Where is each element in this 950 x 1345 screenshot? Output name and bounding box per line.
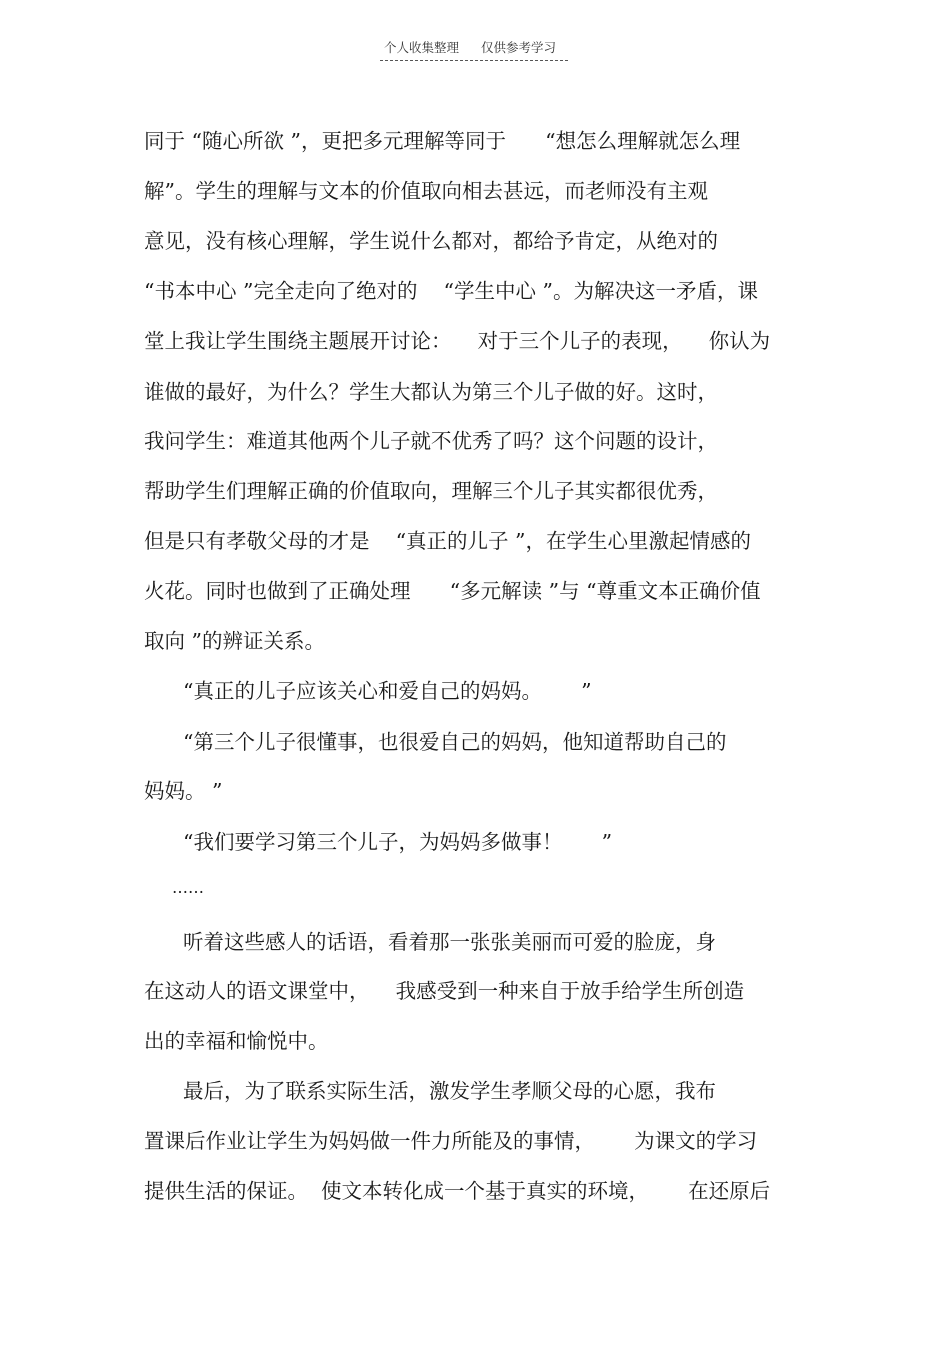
- text-line-11: 取向 ”的辨证关系。: [144, 629, 325, 653]
- text-line-20: 最后，为了联系实际生活，激发学生孝顺父母的心愿，我布: [183, 1079, 716, 1103]
- text-line-6: 谁做的最好，为什么？学生大都认为第三个儿子做的好。这时，: [144, 380, 718, 404]
- text-line-5: 堂上我让学生围绕主题展开讨论： 对于三个儿子的表现， 你认为: [144, 329, 771, 353]
- text-line-18: 在这动人的语文课堂中， 我感受到一种来自于放手给学生所创造: [144, 979, 745, 1003]
- text-line-21: 置课后作业让学生为妈妈做一件力所能及的事情， 为课文的学习: [144, 1129, 758, 1153]
- text-line-15: “我们要学习第三个儿子，为妈妈多做事！ ”: [183, 830, 613, 854]
- text-line-3: 意见，没有核心理解，学生说什么都对，都给予肯定，从绝对的: [144, 229, 718, 253]
- text-line-19: 出的幸福和愉悦中。: [144, 1029, 329, 1053]
- text-line-16: ……: [172, 878, 204, 897]
- text-line-12: “真正的儿子应该关心和爱自己的妈妈。 ”: [183, 679, 592, 703]
- text-line-10: 火花。同时也做到了正确处理 “多元解读 ”与 “尊重文本正确价值: [144, 579, 761, 603]
- text-line-4: “书本中心 ”完全走向了绝对的 “学生中心 ”。为解决这一矛盾，课: [144, 279, 759, 303]
- header-left-text: 个人收集整理: [384, 40, 460, 55]
- text-line-14: 妈妈。 ”: [144, 779, 223, 803]
- text-line-2: 解”。学生的理解与文本的价值取向相去甚远，而老师没有主观: [144, 179, 708, 203]
- page-header: [380, 38, 568, 61]
- text-line-8: 帮助学生们理解正确的价值取向，理解三个儿子其实都很优秀，: [144, 479, 718, 503]
- text-line-1: 同于 “随心所欲 ”，更把多元理解等同于 “想怎么理解就怎么理: [144, 129, 741, 153]
- header-right-text: 仅供参考学习: [481, 40, 557, 55]
- text-line-13: “第三个儿子很懂事，也很爱自己的妈妈，他知道帮助自己的: [183, 730, 727, 754]
- text-line-17: 听着这些感人的话语，看着那一张张美丽而可爱的脸庞，身: [183, 930, 716, 954]
- text-line-7: 我问学生：难道其他两个儿子就不优秀了吗？这个问题的设计，: [144, 429, 718, 453]
- text-line-22: 提供生活的保证。 使文本转化成一个基于真实的环境， 在还原后: [144, 1179, 771, 1203]
- text-line-9: 但是只有孝敬父母的才是 “真正的儿子 ”，在学生心里激起情感的: [144, 529, 752, 553]
